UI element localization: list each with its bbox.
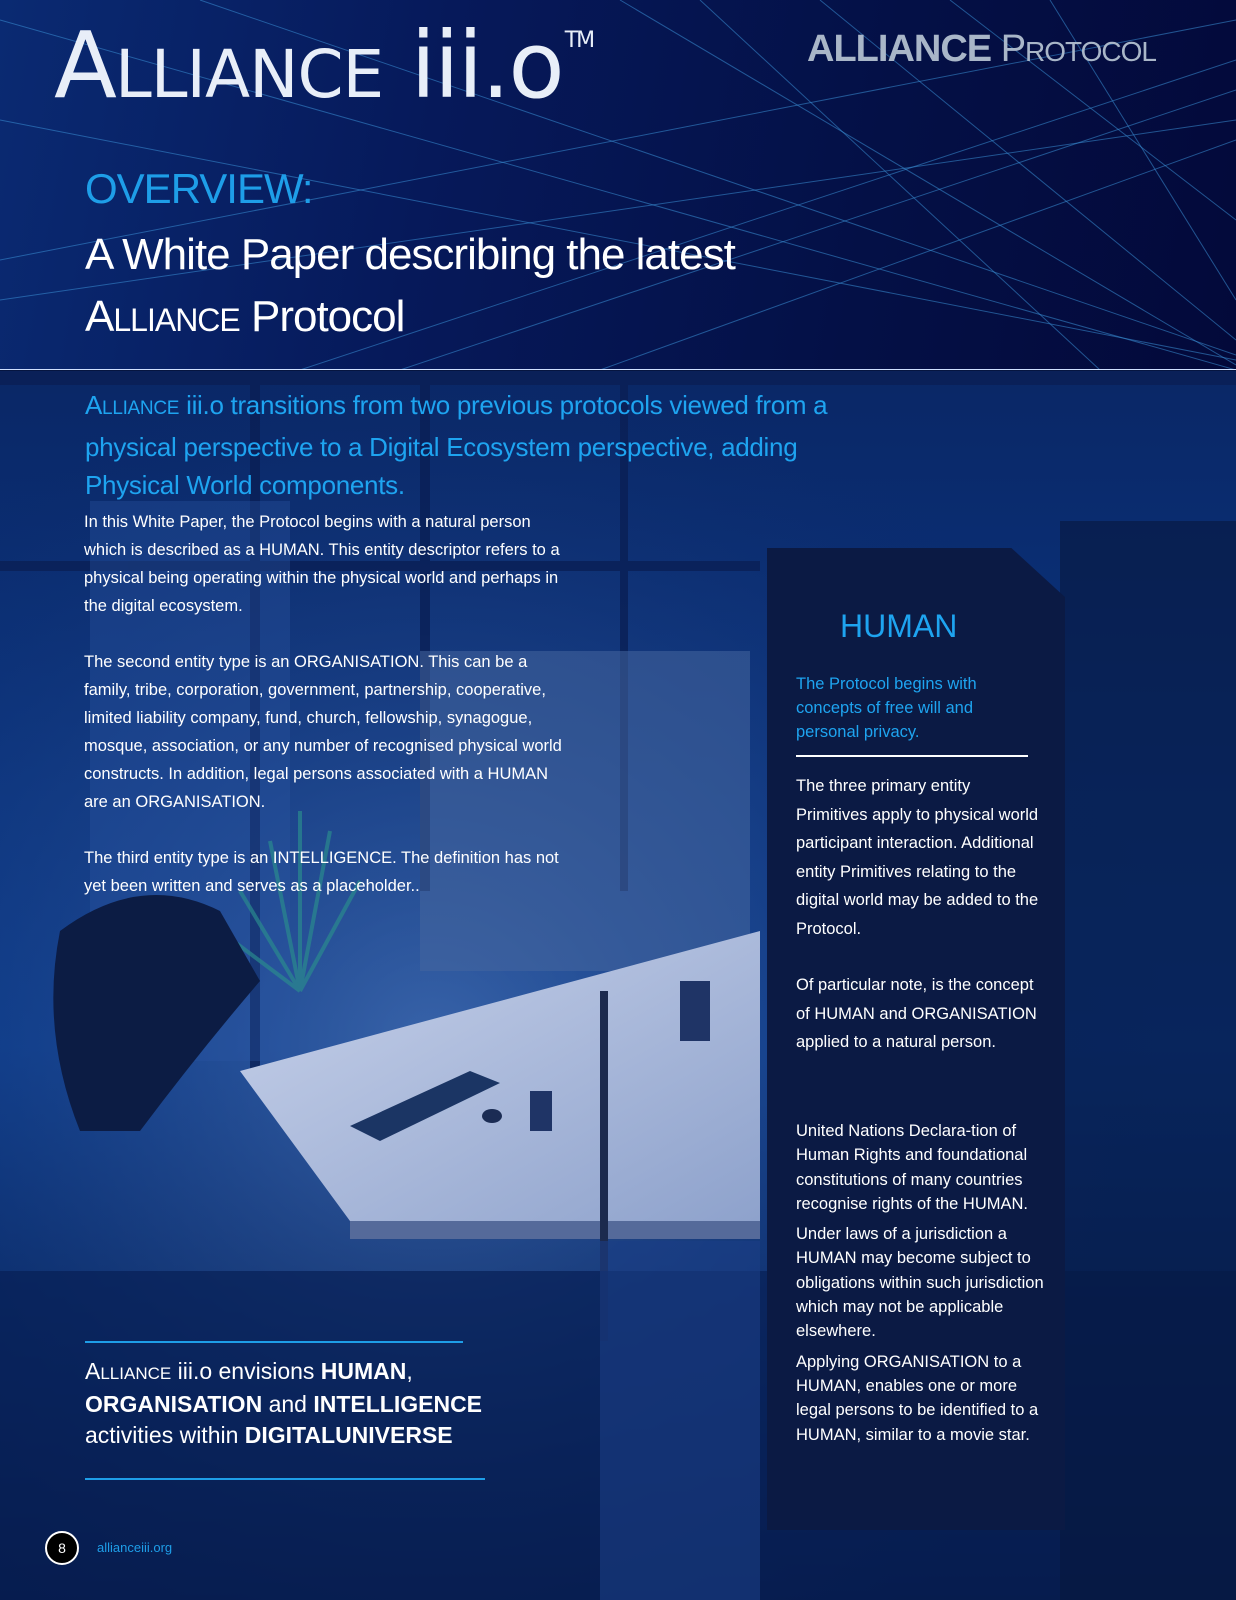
tagline-smallcaps: LLIANCE — [100, 1364, 172, 1383]
lead-paragraph — [85, 386, 845, 504]
sidebar-intro: The Protocol begins with concepts of free will and personal privacy. — [796, 675, 977, 741]
tagline-rule-bottom — [85, 1478, 485, 1480]
tagline-digitaluniverse: DIGITALUNIVERSE — [244, 1422, 453, 1448]
sidebar-title: HUMAN — [840, 608, 958, 644]
tagline-iii: iii.o envisions — [177, 1358, 315, 1384]
brand-first-letter: A — [54, 12, 115, 119]
brand-smallcaps: LLIANCE — [114, 36, 384, 113]
tagline-and: and — [268, 1391, 307, 1417]
sidebar-body-tight — [796, 1119, 1046, 1453]
body-paragraph-intelligence: The third entity type is an INTELLIGENCE. The definition has not yet been written and serves as a placeholder.. — [84, 849, 559, 895]
title-first-letter: A — [85, 292, 114, 341]
tagline-comma: , — [406, 1358, 413, 1384]
tagline-human: HUMAN — [320, 1358, 407, 1384]
title-line-1: A White Paper describing the latest — [85, 230, 735, 279]
sidebar-paragraph: Under laws of a jurisdiction a HUMAN may become subject to obligations within such jurisdiction which may not be applicable elsewhere. — [796, 1225, 1044, 1341]
body-paragraph-organisation: The second entity type is an ORGANISATION. This can be a family, tribe, corporation, government, partnership, cooperative, limited liability company, fund, church, fellowship, synagogue, mosque, association, or any number of recognised physical world constructs. In addition, legal persons associated with a HUMAN are an ORGANISATION. — [84, 653, 562, 811]
sidebar-paragraph: Applying ORGANISATION to a HUMAN, enables one or more legal persons to be identified to a HUMAN, similar to a movie star. — [796, 1352, 1039, 1444]
header-band — [0, 0, 1236, 370]
tagline-organisation: ORGANISATION — [85, 1391, 263, 1417]
lead-text: iii.o transitions from two previous protocols viewed from a physical perspective to a Digital Ecosystem perspective, adding Physical World components. — [85, 390, 828, 500]
website-link[interactable]: allianceiii.org — [97, 1540, 173, 1555]
sidebar-body — [796, 772, 1046, 1085]
sidebar-divider — [796, 755, 1028, 757]
brand-logo — [54, 12, 594, 119]
tagline-rule-top — [85, 1341, 463, 1343]
title-smallcaps: LLIANCE — [113, 302, 240, 338]
sidebar-paragraph: The three primary entity Primitives apply to physical world participant interaction. Additional entity Primitives relating to the digital world may be added to the Protocol. — [796, 777, 1039, 938]
tagline-activities: activities within — [85, 1422, 239, 1448]
protocol-tag-smallcaps: ROTOCOL — [1025, 36, 1156, 67]
trademark-mark: TM — [564, 28, 594, 53]
protocol-tag-bold: ALLIANCE — [807, 28, 992, 70]
overview-heading: OVERVIEW: — [85, 165, 313, 212]
brand-suffix: iii.o — [410, 12, 563, 119]
tagline-first-letter: A — [85, 1358, 101, 1384]
sidebar-paragraph: Of particular note, is the concept of HUMAN and ORGANISATION applied to a natural person. — [796, 976, 1037, 1051]
lead-smallcaps: LLIANCE — [102, 398, 180, 419]
protocol-tag-first-letter: P — [1000, 28, 1026, 70]
page-number: 8 — [45, 1531, 79, 1565]
body-paragraph-human: In this White Paper, the Protocol begins with a natural person which is described as a HUMAN. This entity descriptor refers to a physical being operating within the physical world and perhaps in the digital ecosystem. — [84, 513, 560, 615]
protocol-tag — [807, 30, 1156, 68]
title-end: Protocol — [250, 292, 405, 341]
title-line-2 — [85, 286, 905, 351]
body-column — [84, 508, 574, 928]
page-title — [85, 224, 905, 351]
header-divider — [0, 369, 1236, 370]
tagline — [85, 1356, 505, 1451]
lead-first-letter: A — [85, 390, 103, 420]
tagline-intelligence: INTELLIGENCE — [313, 1391, 483, 1417]
sidebar-paragraph: United Nations Declara-tion of Human Rights and foundational constitutions of many countries recognise rights of the HUMAN. — [796, 1122, 1029, 1213]
